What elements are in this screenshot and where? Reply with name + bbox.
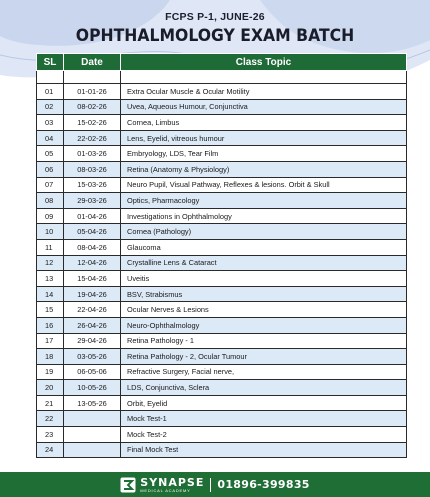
table-row bbox=[37, 271, 407, 287]
sl-cell: 02 bbox=[37, 99, 64, 115]
sl-cell: 13 bbox=[37, 271, 64, 287]
sl-cell: 08 bbox=[37, 193, 64, 209]
date-cell bbox=[64, 411, 121, 427]
table-row bbox=[37, 380, 407, 396]
table-header-row bbox=[37, 54, 407, 71]
table-row bbox=[37, 317, 407, 333]
table-row bbox=[37, 333, 407, 349]
date-cell: 15-04-26 bbox=[64, 271, 121, 287]
spacer-cell bbox=[37, 71, 64, 84]
date-cell: 01-04-26 bbox=[64, 208, 121, 224]
brand-name: SYNAPSE bbox=[140, 475, 205, 489]
date-cell: 26-04-26 bbox=[64, 317, 121, 333]
sl-cell: 09 bbox=[37, 208, 64, 224]
table-row bbox=[37, 395, 407, 411]
table-row bbox=[37, 99, 407, 115]
sl-cell: 17 bbox=[37, 333, 64, 349]
table-row bbox=[37, 146, 407, 162]
sl-cell: 05 bbox=[37, 146, 64, 162]
date-cell: 08-03-26 bbox=[64, 161, 121, 177]
topic-cell: Refractive Surgery, Facial nerve, bbox=[121, 364, 407, 380]
topic-cell: Embryology, LDS, Tear Film bbox=[121, 146, 407, 162]
date-cell: 12-04-26 bbox=[64, 255, 121, 271]
brand-subtitle: MEDICAL ACADEMY bbox=[140, 487, 191, 493]
date-cell: 01-03-26 bbox=[64, 146, 121, 162]
topic-cell: Lens, Eyelid, vitreous humour bbox=[121, 130, 407, 146]
date-cell: 06-05-06 bbox=[64, 364, 121, 380]
topic-cell: Neuro-Ophthalmology bbox=[121, 317, 407, 333]
topic-cell: Investigations in Ophthalmology bbox=[121, 208, 407, 224]
date-cell: 08-04-26 bbox=[64, 239, 121, 255]
sl-cell: 22 bbox=[37, 411, 64, 427]
date-cell: 13-05-26 bbox=[64, 395, 121, 411]
table-row bbox=[37, 193, 407, 209]
date-cell: 29-03-26 bbox=[64, 193, 121, 209]
topic-cell: BSV, Strabismus bbox=[121, 286, 407, 302]
sl-cell: 21 bbox=[37, 395, 64, 411]
topic-cell: Mock Test-1 bbox=[121, 411, 407, 427]
date-cell: 03-05-26 bbox=[64, 349, 121, 365]
table-row bbox=[37, 286, 407, 302]
date-cell: 22-02-26 bbox=[64, 130, 121, 146]
date-cell: 22-04-26 bbox=[64, 302, 121, 318]
date-cell: 10-05-26 bbox=[64, 380, 121, 396]
sl-cell: 20 bbox=[37, 380, 64, 396]
phone-number: 01896-399835 bbox=[217, 478, 310, 491]
sl-cell: 06 bbox=[37, 161, 64, 177]
table-row bbox=[37, 255, 407, 271]
spacer-cell bbox=[121, 71, 407, 84]
topic-cell: Glaucoma bbox=[121, 239, 407, 255]
column-header-sl: SL bbox=[37, 54, 64, 71]
table-row bbox=[37, 161, 407, 177]
topic-cell: Final Mock Test bbox=[121, 442, 407, 458]
topic-cell: Retina Pathology - 2, Ocular Tumour bbox=[121, 349, 407, 365]
date-cell: 29-04-26 bbox=[64, 333, 121, 349]
sl-cell: 12 bbox=[37, 255, 64, 271]
page-title: OPHTHALMOLOGY EXAM BATCH bbox=[75, 26, 355, 46]
table-body bbox=[37, 71, 407, 458]
topic-cell: LDS, Conjunctiva, Sclera bbox=[121, 380, 407, 396]
topic-cell: Cornea (Pathology) bbox=[121, 224, 407, 240]
table-row bbox=[37, 442, 407, 458]
date-cell bbox=[64, 442, 121, 458]
table-row bbox=[37, 364, 407, 380]
table-row bbox=[37, 130, 407, 146]
date-cell: 19-04-26 bbox=[64, 286, 121, 302]
date-cell bbox=[64, 427, 121, 443]
topic-cell: Neuro Pupil, Visual Pathway, Reflexes & lesions. Orbit & Skull bbox=[121, 177, 407, 193]
table-row bbox=[37, 349, 407, 365]
table-row bbox=[37, 84, 407, 100]
topic-cell: Mock Test-2 bbox=[121, 427, 407, 443]
date-cell: 15-03-26 bbox=[64, 177, 121, 193]
table-row bbox=[37, 427, 407, 443]
sl-cell: 15 bbox=[37, 302, 64, 318]
sl-cell: 14 bbox=[37, 286, 64, 302]
table-row bbox=[37, 239, 407, 255]
topic-cell: Orbit, Eyelid bbox=[121, 395, 407, 411]
date-cell: 01-01-26 bbox=[64, 84, 121, 100]
column-header-topic: Class Topic bbox=[121, 54, 407, 71]
column-header-date: Date bbox=[64, 54, 121, 71]
sl-cell: 18 bbox=[37, 349, 64, 365]
sl-cell: 23 bbox=[37, 427, 64, 443]
table-row bbox=[37, 177, 407, 193]
sl-cell: 10 bbox=[37, 224, 64, 240]
table-row bbox=[37, 224, 407, 240]
topic-cell: Retina (Anatomy & Physiology) bbox=[121, 161, 407, 177]
topic-cell: Extra Ocular Muscle & Ocular Motility bbox=[121, 84, 407, 100]
schedule-table bbox=[36, 53, 407, 458]
schedule-table-wrapper bbox=[36, 53, 406, 458]
sl-cell: 11 bbox=[37, 239, 64, 255]
topic-cell: Cornea, Limbus bbox=[121, 115, 407, 131]
date-cell: 15-02-26 bbox=[64, 115, 121, 131]
footer-bar bbox=[0, 472, 430, 497]
synapse-logo-icon bbox=[120, 477, 136, 493]
spacer-cell bbox=[64, 71, 121, 84]
topic-cell: Retina Pathology - 1 bbox=[121, 333, 407, 349]
brand bbox=[140, 477, 204, 493]
exam-subtitle: FCPS P-1, JUNE-26 bbox=[165, 11, 265, 23]
topic-cell: Uvea, Aqueous Humour, Conjunctiva bbox=[121, 99, 407, 115]
header bbox=[0, 10, 430, 47]
date-cell: 05-04-26 bbox=[64, 224, 121, 240]
sl-cell: 03 bbox=[37, 115, 64, 131]
sl-cell: 04 bbox=[37, 130, 64, 146]
topic-cell: Crystalline Lens & Cataract bbox=[121, 255, 407, 271]
table-row bbox=[37, 302, 407, 318]
sl-cell: 19 bbox=[37, 364, 64, 380]
topic-cell: Ocular Nerves & Lesions bbox=[121, 302, 407, 318]
sl-cell: 01 bbox=[37, 84, 64, 100]
sl-cell: 24 bbox=[37, 442, 64, 458]
sl-cell: 16 bbox=[37, 317, 64, 333]
table-row bbox=[37, 115, 407, 131]
table-row bbox=[37, 411, 407, 427]
topic-cell: Uveitis bbox=[121, 271, 407, 287]
date-cell: 08-02-26 bbox=[64, 99, 121, 115]
table-row bbox=[37, 208, 407, 224]
footer-divider bbox=[210, 478, 211, 492]
table-spacer-row bbox=[37, 71, 407, 84]
sl-cell: 07 bbox=[37, 177, 64, 193]
topic-cell: Optics, Pharmacology bbox=[121, 193, 407, 209]
